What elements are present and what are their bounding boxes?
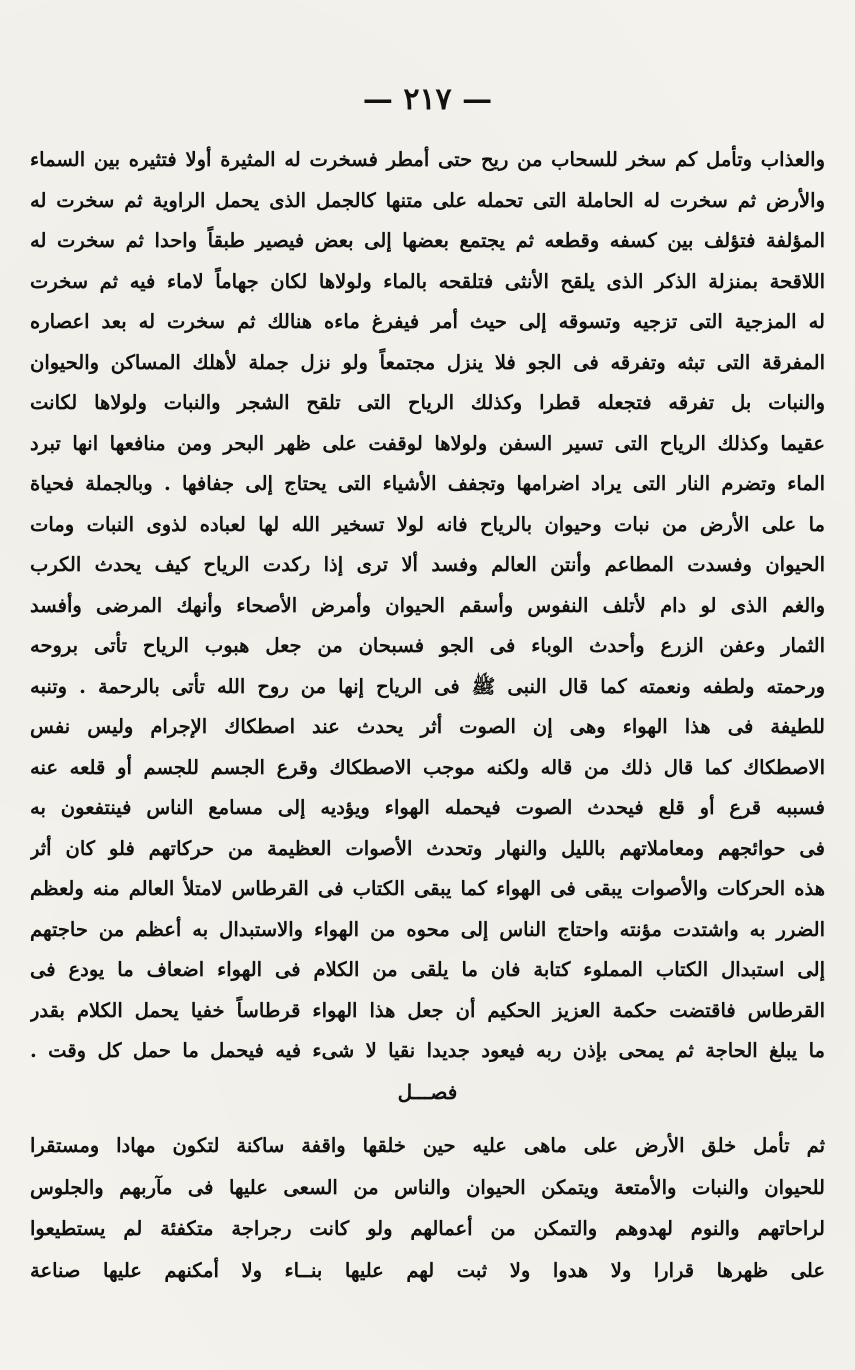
page-number: — ٢١٧ — <box>362 82 493 117</box>
text-line: الماء وتضرم النار التى يراد اضرامها وتجفف الأشياء التى يحتاج إلى جفافها . وبالجملة فحياة <box>30 472 825 495</box>
text-line: فى حوائجهم ومعاملاتهم بالليل والنهار وتحدث الأصوات العظيمة من حركاتهم فلو كان أثر <box>30 836 825 860</box>
text-line: والغم الذى لو دام لأتلف النفوس وأسقم الحيوان وأمرض الأصحاء وأنهك المرضى وأفسد <box>30 593 825 617</box>
text-line: الاصطكاك كما قال ذلك من قاله ولكنه موجب الاصطكاك وقرع الجسم للجسم أو قلعه عنه <box>30 755 825 779</box>
text-line: اللاقحة بمنزلة الذكر الذى يلقح الأنثى فتلقحه بالماء ولولاها لكان جهاماً لاماء فيه ثم سخرت <box>30 269 825 293</box>
text-line: للحيوان والنبات والأمتعة ويتمكن الحيوان والناس من السعى عليها فى مآربهم والجلوس <box>30 1175 825 1199</box>
text-line: المفرقة التى تبثه وتفرقه فى الجو فلا ينزل مجتمعاً ولو نزل جملة لأهلك المساكن والحيوان <box>30 350 825 374</box>
text-line: للطيفة فى هذا الهواء وهى إن الصوت أثر يحدث عند اصطكاك الإجرام وليس نفس <box>30 715 825 738</box>
text-line: لراحاتهم والنوم لهدوهم والتمكن من أعمالهم ولو كانت رجراجة متكفئة لم يستطيعوا <box>30 1217 825 1240</box>
text-line: الثمار وعفن الزرع وأحدث الوباء فى الجو فسبحان من جعل هبوب الرياح تأتى بروحه <box>30 634 825 657</box>
text-line: هذه الحركات والأصوات يبقى فى الهواء كما يبقى الكتاب فى القرطاس لامتلأ العالم منه ولعظم <box>30 877 825 900</box>
text-line: القرطاس فاقتضت حكمة العزيز الحكيم أن جعل هذا الهواء قرطاساً خفيا يحمل الكلام بقدر <box>30 998 825 1022</box>
text-line: له المزجية التى تزجيه وتسوقه إلى حيث أمر فيفرغ ماءه هنالك ثم سخرت له بعد اعصاره <box>30 310 825 333</box>
text-line: المؤلفة فتؤلف بين كسفه وقطعه ثم يجتمع بعضها إلى بعض فيصير طبقاً واحدا ثم سخرت له <box>30 229 825 252</box>
text-line: والنبات بل تفرقه فتجعله قطرا وكذلك الرياح التى تلقح الشجر والنبات ولولاها لكانت <box>30 391 825 414</box>
text-line: على ظهرها قرارا ولا هدوا ولا ثبت لهم عليها بنــاء ولا أمكنهم عليها صناعة <box>30 1258 825 1282</box>
text-line: الضرر به واشتدت مؤنته واحتاج الناس إلى محوه من الهواء والاستبدال به أعظم من حاجتهم <box>30 917 825 941</box>
text-line: عقيما وكذلك الرياح التى تسير السفن ولولاها لوقفت على ظهر البحر ومن منافعها انها تبرد <box>30 431 825 455</box>
text-line: ورحمته ولطفه ونعمته كما قال النبى ﷺ فى الرياح إنها من روح الله تأتى بالرحمة . وتنبه <box>30 674 825 698</box>
text-line: إلى استبدال الكتاب المملوء كتابة فان ما يلقى من الكلام فى الهواء اضعاف ما يودع فى <box>30 958 825 981</box>
text-line: والعذاب وتأمل كم سخر للسحاب من ريح حتى أمطر فسخرت له المثيرة أولا فتثيره بين السماء <box>30 148 825 171</box>
text-line: فسببه قرع أو قلع فيحدث الصوت فيحمله الهواء ويؤديه إلى مسامع الناس فينتفعون به <box>30 796 825 819</box>
text-line: الحيوان وفسدت المطاعم وأنتن العالم وفسد ألا ترى إذا ركدت الرياح كيف يحدث الكرب <box>30 553 825 576</box>
text-line: ما يبلغ الحاجة ثم يمحى بإذن ربه فيعود جديدا نقيا لا شىء فيه فيحمل ما حمل كل وقت . <box>30 1039 825 1062</box>
text-line: ما على الأرض من نبات وحيوان بالرياح فانه لولا تسخير الله لها لعباده لذوى النبات ومات <box>30 512 825 536</box>
paragraph-2 <box>30 1125 825 1291</box>
text-line: والأرض ثم سخرت له الحاملة التى تحمله على متنها كالجمل الذى يحمل الراوية ثم سخرت له <box>30 188 825 212</box>
text-line: ثم تأمل خلق الأرض على ماهى عليه حين خلقها واقفة ساكنة لتكون مهادا ومستقرا <box>30 1134 825 1157</box>
section-heading: فصـــل <box>397 1079 458 1104</box>
paragraph-1 <box>30 140 825 1112</box>
